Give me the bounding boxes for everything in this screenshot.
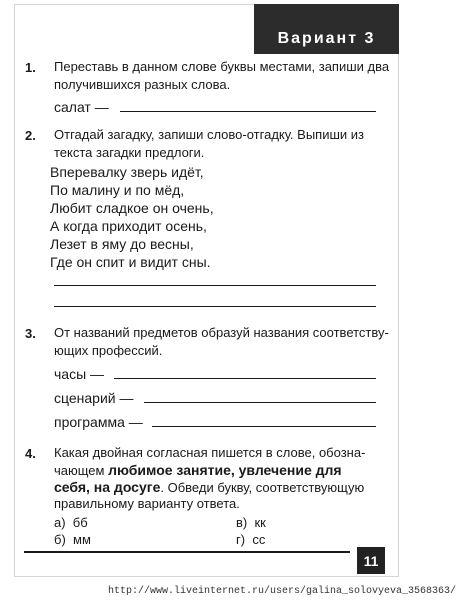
poem-line-2: По малину и по мёд,: [50, 182, 185, 198]
task4-text-line1: Какая двойная согласная пишется в слове, обозна-: [54, 445, 366, 460]
option-g-value: сс: [252, 532, 266, 547]
option-a[interactable]: [54, 515, 88, 530]
variant-label: Вариант 3: [277, 30, 376, 47]
bottom-rule: [24, 551, 350, 553]
option-a-value: бб: [72, 515, 88, 530]
task3-answer-line-3[interactable]: [152, 426, 376, 427]
task1-word: салат —: [54, 99, 109, 115]
option-b-value: мм: [73, 532, 91, 547]
task2-answer-line-1[interactable]: [54, 285, 376, 286]
task3-answer-line-1[interactable]: [114, 378, 376, 379]
option-g-letter: г): [236, 532, 246, 547]
task1-answer-line[interactable]: [120, 111, 376, 112]
task4-bold-phrase-1: любимое занятие, увлечение для: [108, 462, 342, 478]
task4-text-line4: правильному варианту ответа.: [54, 496, 240, 511]
task3-item-1: часы —: [54, 366, 105, 382]
task1-text-line1: Переставь в данном слове буквы местами, запиши два: [54, 59, 390, 74]
option-v-letter: в): [236, 515, 248, 530]
poem-line-1: Вперевалку зверь идёт,: [50, 164, 204, 180]
footer-url[interactable]: http://www.liveinternet.ru/users/galina_solovyeva_3568363/: [108, 586, 456, 597]
task4-number: 4.: [25, 446, 36, 461]
task3-answer-line-2[interactable]: [144, 402, 376, 403]
task4-text-line2-start: чающем: [54, 463, 105, 478]
task2-text-line1: Отгадай загадку, запиши слово-отгадку. Выпиши из: [54, 127, 365, 142]
task3-number: 3.: [25, 326, 36, 341]
option-a-letter: а): [54, 515, 66, 530]
task3-item-3: программа —: [54, 414, 143, 430]
task3-item-2: сценарий —: [54, 390, 134, 406]
option-g[interactable]: [236, 532, 265, 547]
poem-line-3: Любит сладкое он очень,: [50, 200, 214, 216]
option-v[interactable]: [236, 515, 266, 530]
task1-text-line2: получившихся разных слова.: [54, 77, 231, 92]
option-b[interactable]: [54, 532, 91, 547]
option-b-letter: б): [54, 532, 66, 547]
task1-number: 1.: [25, 60, 36, 75]
task2-text-line2: текста загадки предлоги.: [54, 145, 205, 160]
page-number: 11: [357, 547, 385, 574]
poem-line-6: Где он спит и видит сны.: [50, 254, 211, 270]
task4-text-line3-end: . Обведи букву, соответствующую: [160, 480, 365, 495]
task2-number: 2.: [25, 128, 36, 143]
task3-text-line1: От названий предметов образуй названия соответству-: [54, 325, 389, 340]
option-v-value: кк: [254, 515, 266, 530]
task3-text-line2: ющих профессий.: [54, 343, 163, 358]
poem-line-4: А когда приходит осень,: [50, 218, 207, 234]
task4-bold-phrase-2: себя, на досуге: [54, 479, 161, 495]
variant-header: [254, 4, 399, 54]
poem-line-5: Лезет в яму до весны,: [50, 236, 194, 252]
task2-answer-line-2[interactable]: [54, 306, 376, 307]
